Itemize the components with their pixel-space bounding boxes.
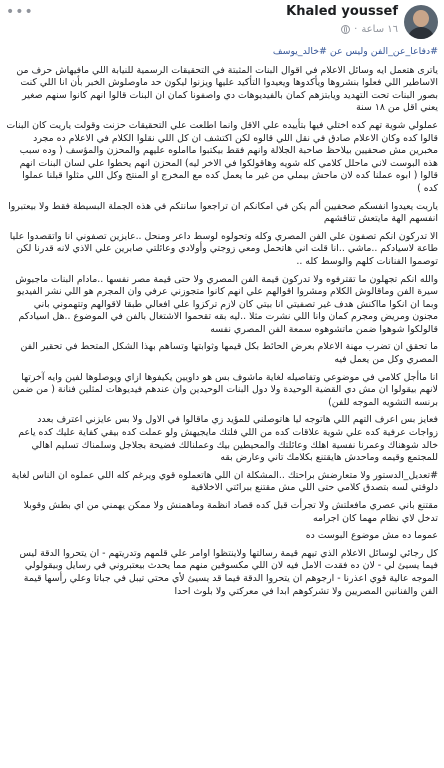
post-paragraph: ياريت يعيدوا انفسكم صحفيين ألم يكن في امكانكم ان تراجعوا سانتكم في هذه الجملة البسيطة فقط ولا بيعتبروا انفسهم الهة مايتعش تناقشهم [8,200,438,225]
post-paragraph: عملولي شوية تهم كده اختلي فيها بتأييده علي الاقل وانما اطلعت علي التحقيقات حزنت وقولت ياريت كان البنات قالوا كده وكان الاعلام صادق في نقل اللي قالوه لكن اكتشف ان كل اللي نقلوا الكلام في الاعلام ده مجرد مخبرين مش صحفيين بيلاحظ صاحبة الجلالة وانهم فقط بيكتبوا مااملوه عليهم والمحزن والمؤسف ( وده سبب هذه البوست لاني ماحلل كلامي كله شويه وهاقولكوا في الاخر ليه) المحزن انهم يحطوا علي لسان البنات انهم قالوا ( ابوه عملنا كده لان ماحش بيملي من غير ما يعمل كده مع المخرج او المنتج وكل اللي مثلوا قبلنا عملوا كده ) [6,119,438,194]
post-hashtags[interactable]: #دفاعا_عن_الفن وليس عن #خالد_يوسف [272,46,438,57]
post-paragraph: انا ماأجل كلامي في موضوعي وتفاصيله لغاية ماشوف بس هو داويين يكيفوها ازاي ويوصلوها لفين وايه آخرتها لانهم بيقولوا ان مش دي القضية الوحيدة ولا دول البنات الوحيدين وان عندهم فيديوهات لمثلين فنانة ( من ضمن برنسه التشويه الموجه للفن) [12,371,438,408]
more-options-icon[interactable]: ••• [6,4,34,20]
post-paragraph: فعايز بس اعرف التهم اللي هاتوجه ليا هاتوصلني للمؤيد زي ماقالوا في الاول ولا بس عايزني اعترف بعدد زواجات عرفية كده علي شوية علاقات كده من اللي فلتك مايجيهش ولو عملت كده بيقي كفاية عليك كده ياعم خالد شوهناك وعمرنا نفسية اهلك وعائلتك والمحيطين بيك وعملنالك فضيحة بجلاجل وسلمناك تسليم اهالي للمجتمع وقيمه وماحدش هايقتنع بكلامك تاني وعارض بقه [18,414,438,464]
post-body [6,46,438,603]
post-timestamp[interactable]: ١٦ ساعة [361,24,398,35]
author-name[interactable]: Khaled youssef [286,4,398,19]
post-paragraph: عموما ده مش موضوع البوست ده [305,530,438,542]
post-paragraph: ياترى هتعمل ايه وسائل الاعلام في اقوال البنات المثبتة في التحقيقات الرسمية للنيابة اللي مافيهاش حرف من الاساطير اللي فعلوا بنشروها ويأكدوها ويعيدوا التأكيد عليها ويزنوا ليكون حد ماوصلوش الخبر بأن انا اللي كنت بصور البنات تحت التهديد ويابتزهم كمان بالفيديوهات دي واصفونا كمان ان البنات قالوا انهم كانوا سنهم صغير يعني اقل من ١٨ سنة [16,64,438,114]
globe-icon [341,25,350,34]
post-meta: ١٦ ساعة · [341,24,398,35]
post-paragraph: #تعديل_الدستور ولا متعارضش براحتك ..المشكلة ان اللي هاتعملوه قوي ويرغم كله اللي عملوه ان الناس لغاية دلوقتي لسه بتصدق كلامي حتى اللي مش مقتنع ببرائتي الاخلاقية [11,469,438,494]
avatar[interactable] [404,5,438,39]
avatar-head-shape [413,10,429,27]
post-paragraph: الا تدركون انكم تصفون علي الفن المصري وكله وتحولوه لوسط داعر ومنحل ..عايزين تصفوني انا واتقصدوا عليا طاعة لاسيادكم ..ماشي ..انا قلت اني هاتحمل ومعي زوجتي وأولادي وعائلتي صابرين علي الاذي لانه قدرنا لكن توصموا الفنانات كلهم والوسط كله .. [9,230,438,267]
post-paragraph: والله انكم تجهلون ما تقترفوه ولا تدركون قيمة الفن المصري ولا حتى قيمة مصر نفسها ..مادام البنات ماجبوش سيرة الفن وماقالوش الكلام ومشروا اقوالهم علي انهم كانوا متجوزني عرفي وان المجرم هو اللي نشر الفيديو وبما ان انكوا مااكنش هدف غير تصفيتي انا بيتي كان لازم تركزوا علي افعالي طبقا لاقوالهم وتتهموني باني مجنون ومريض ومجرم كمان وانا اللي نشرت مثلا ..ليه بقه تقحموا الاشتغال بالفن في الموضوع ..هل اسيادكم قالولكوا شوهوا ضمن ماتشوهوه سمعة الفن المصري نفسه [15,273,438,335]
avatar-shoulders-shape [407,27,435,39]
post-paragraph: مقتنع باني عصري مافعلتش ولا تجرأت قبل كده قصاد انظمة وماهمنش ولا ممكن يهمني من اي بطش وقوبلا تدخل لاي نظام مهما كان اجرامه [23,500,438,524]
post-header [0,0,444,44]
post-paragraph: كل رجائي لوسائل الاعلام الذي تيهم قيمة رسالتها ولاينتظوا اوامر علي قلمهم وتدريتهم - ان يتحروا الدقة ليس فيما يسيئ لي - لان ده فقدت الامل فيه لان اللي مكسوفين منهم مما يحدث بيعتبروني في رسايل وبيقولولي الموجه عالية قوي اعذرنا - ارجوهم ان يتحروا الدقة فيما قد يسيئ لأي محتي تيبل في جباتا وعلي رأسها قيمة الفن والفنانين المصريين ولا تشركوهم ابدا في معركتي ولا بلوث احدا [19,547,438,597]
post-paragraph: ما تحقق ان تضرب مهنة الاعلام بعرض الحائط بكل قيمها وثوابتها وتساهم بهذا الشكل المتحط في تحقير الفن المصري وكل من يعمل فيه [20,341,438,366]
